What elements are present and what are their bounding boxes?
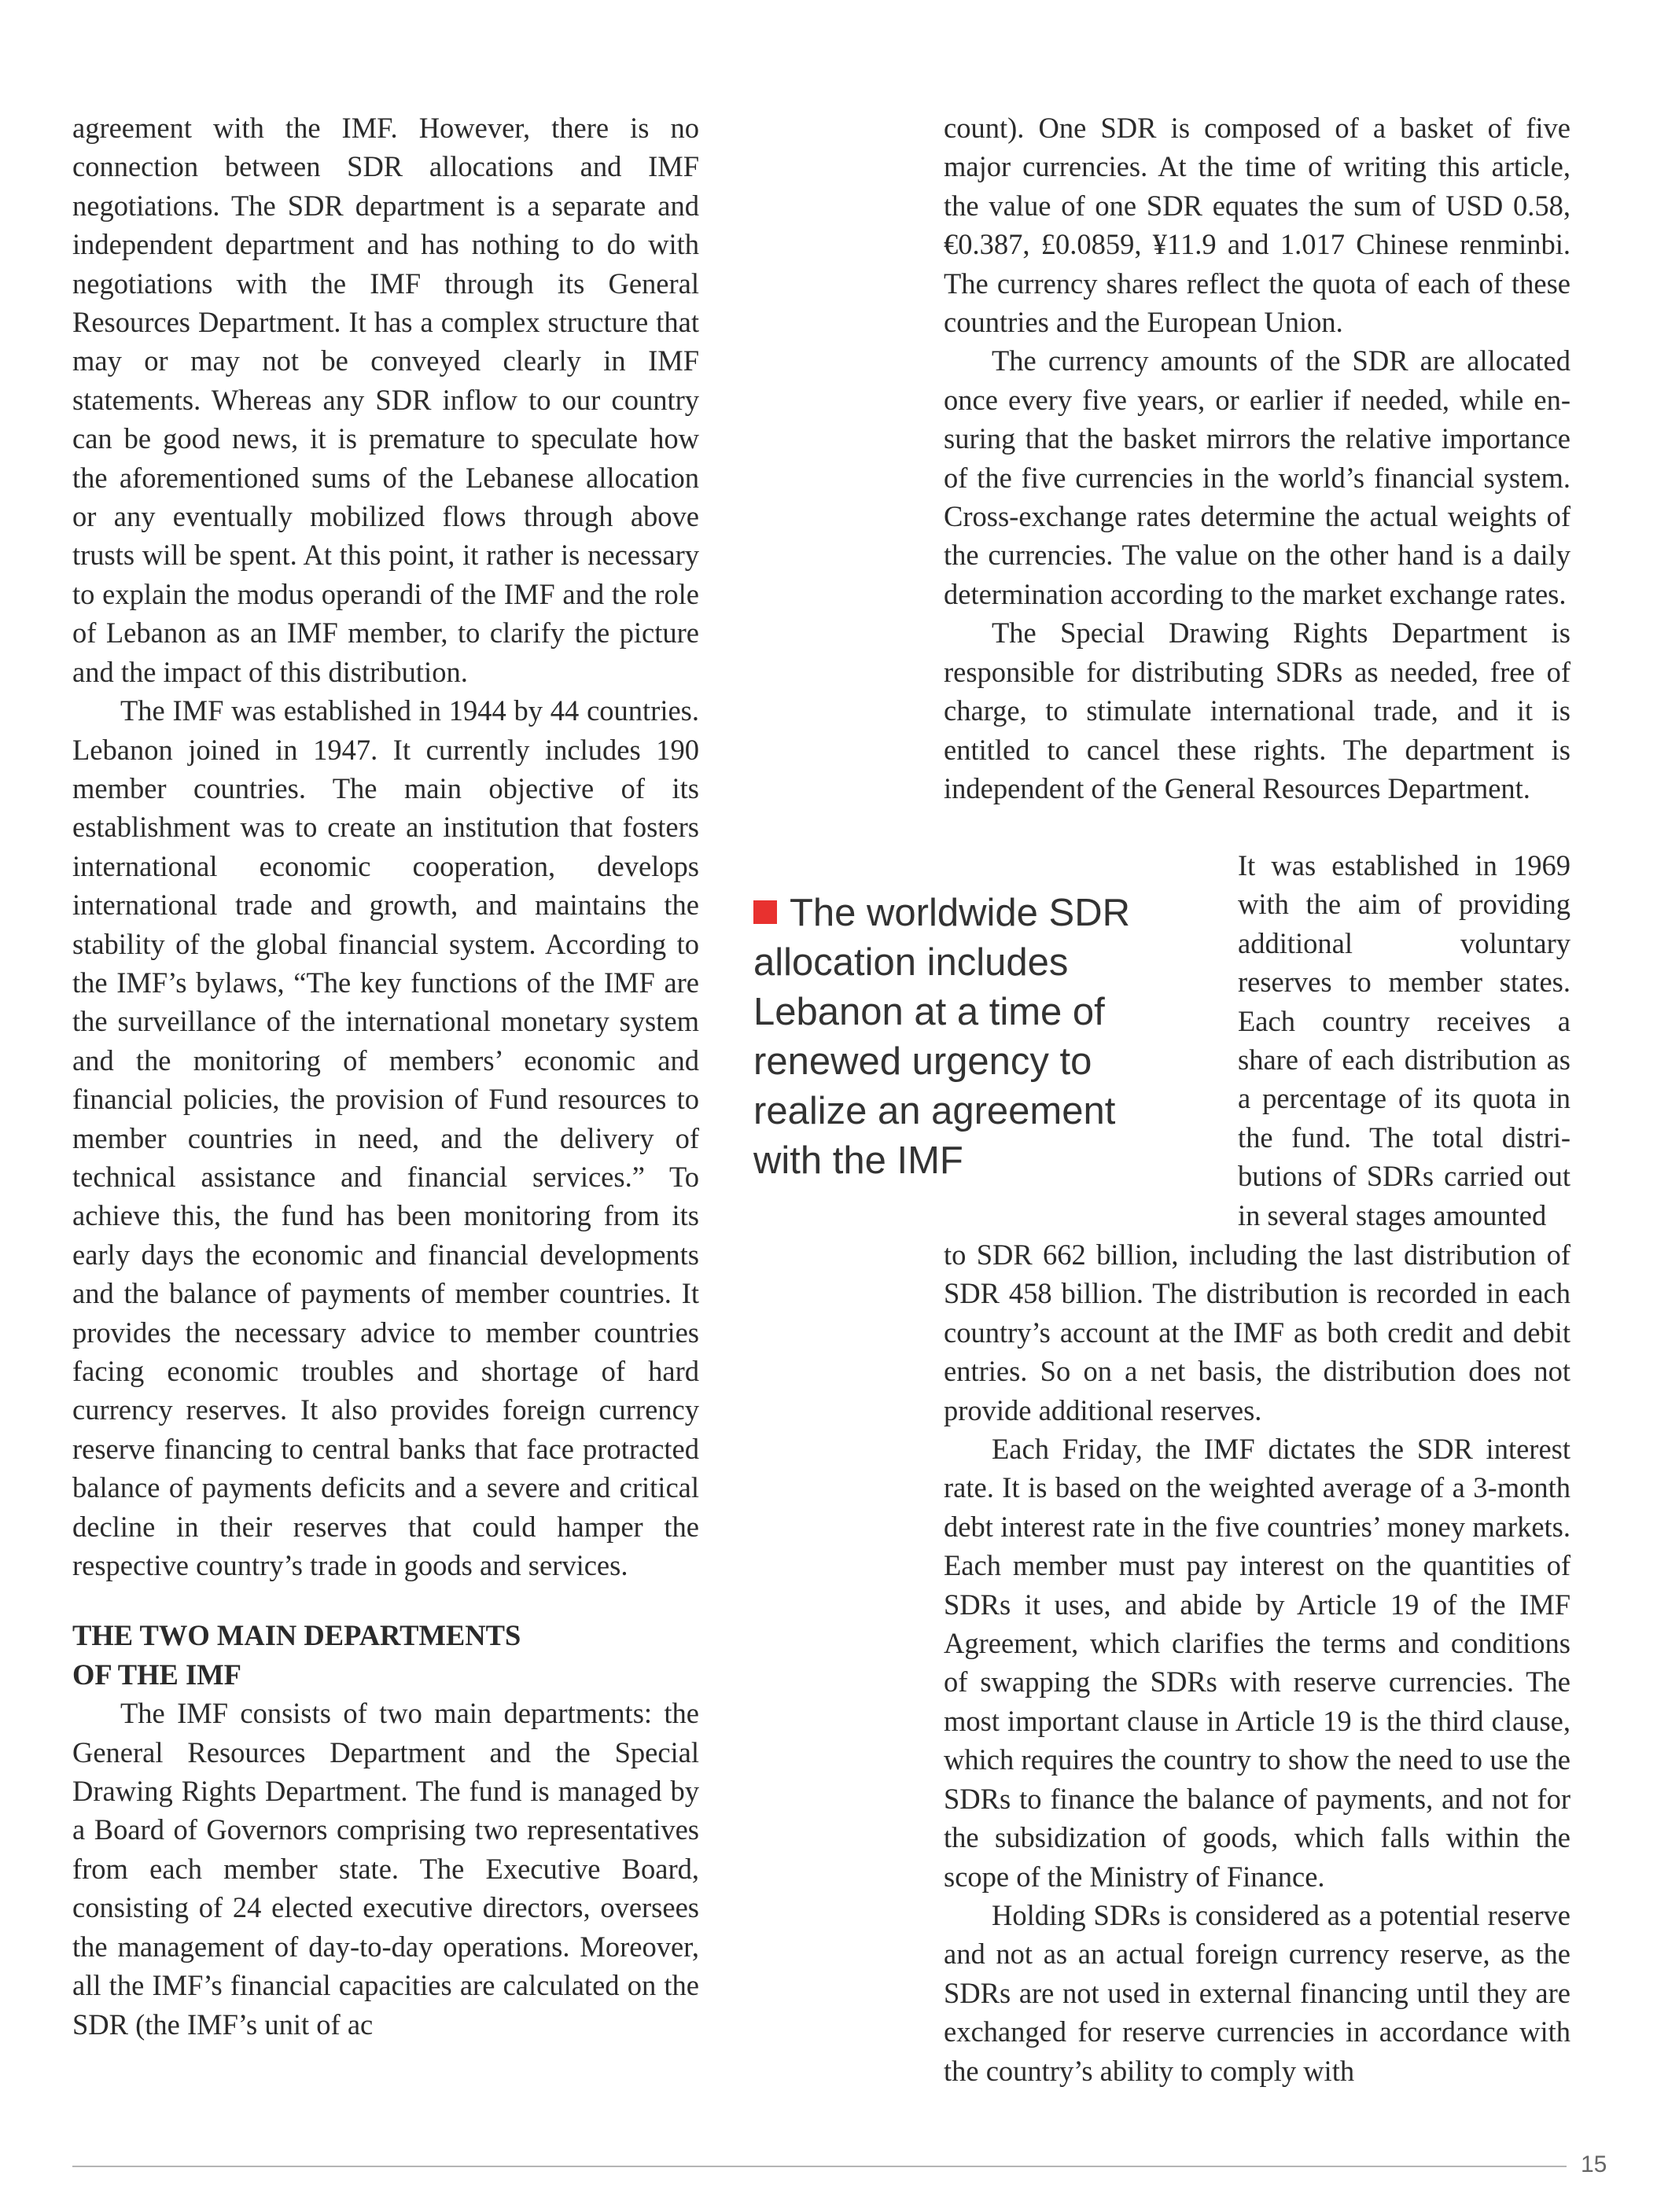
pull-quote-text: The worldwide SDR allocation includes Lebanon at a time of renewed urgency to realize an agreement with the IMF [753, 892, 1130, 1182]
paragraph-interest-rate: Each Friday, the IMF dictates the SDR interest rate. It is based on the weighted average of a 3-month debt interest rate in the five countries’ money markets. Each member must pay interest on the quantities of SDRs it uses, and abide by Article 19 of the IMF Agreement, which clarifies the terms and conditions of swapping the SDRs with reserve currencies. The most important clause in Article 19 is the third clause, which requires the country to show the need to use the SDRs to finance the balance of payments, and not for the subsidization of goods, which falls within the scope of the Ministry of Finance. [944, 1433, 1570, 1893]
right-column-bottom [944, 1235, 1570, 2090]
paragraph-currency-amounts: The currency amounts of the SDR are allocated once every five years, or earlier if needed, while ensuring that the basket mirrors the relative importance of the five currencies in the world’s financial system. Cross-exchange rates determine the actual weights of the currencies. The value on the other hand is a daily determination according to the market exchange rates. [944, 344, 1570, 610]
paragraph-holding-sdrs: Holding SDRs is considered as a potential reserve and not as an actual foreign currency reserve, as the SDRs are not used in external financing until they are exchanged for reserve currencies in accordance with the country’s ability to comply with [944, 1898, 1570, 2087]
paragraph-established-1969: It was established in 1969 with the aim of providing additional voluntary reserves to member states. Each country receives a share of each distribution as a percentage of its quota in the fund. The total distributions of SDRs carried out in several stages amounted [1238, 849, 1570, 1231]
paragraph-distribution-total: to SDR 662 billion, including the last distribution of SDR 458 billion. The distribution is recorded in each country’s account at the IMF as both credit and debit entries. So on a net basis, the distribution does not provide additional reserves. [944, 1238, 1570, 1426]
paragraph-sdr-department: The Special Drawing Rights Department is responsible for distributing SDRs as needed, free of charge, to stimulate international trade, and it is entitled to cancel these rights. The department is independent of the General Resources Department. [944, 616, 1570, 804]
pull-quote [753, 889, 1194, 1186]
right-column-wrap [1238, 846, 1570, 1235]
paragraph-intro: agreement with the IMF. However, there is no connection between SDR allocations and IMF negotiations. The SDR department is a separate and independent department and has nothing to do with negotiations with the IMF through its General Resources Department. It has a complex structure that may or may not be conveyed clearly in IMF statements. Whereas any SDR inflow to our country can be good news, it is premature to speculate how the aforementioned sums of the Lebanese allocation or any eventually mobilized flows through above trusts will be spent. At this point, it rather is necessary to explain the modus operandi of the IMF and the role of Lebanon as an IMF member, to clarify the picture and the impact of this distribution. [72, 112, 699, 688]
footer-divider [72, 2166, 1567, 2167]
red-square-icon [753, 900, 777, 924]
page-number: 15 [1581, 2151, 1607, 2177]
paragraph-imf-history: The IMF was established in 1944 by 44 countries. Lebanon joined in 1947. It currently includes 190 member countries. The main objective of its establishment was to create an institution that fosters international economic cooperation, develops international trade and growth, and maintains the stability of the global financial system. According to the IMF’s bylaws, “The key functions of the IMF are the surveillance of the international monetary system and the monitoring of members’ economic and financial policies, the provision of Fund resources to member countries in need, and the delivery of technical assistance and financial services.” To achieve this, the fund has been monitoring from its early days the economic and financial developments and the balance of payments of member countries. It provides the necessary advice to member countries facing economic troubles and shortage of hard currency reserves. It also provides foreign currency reserve financing to central banks that face protracted balance of payments deficits and a severe and critical decline in their reserves that could hamper the respective country’s trade in goods and services. [72, 694, 699, 1582]
paragraph-departments: The IMF consists of two main departments: the General Resources Department and the Special Drawing Rights Department. The fund is managed by a Board of Governors comprising two representatives from each member state. The Executive Board, consisting of 24 elected executive directors, oversees the management of day-to-day operations. Moreover, all the IMF’s financial capacities are calculated on the SDR (the IMF’s unit of ac [72, 1697, 699, 2041]
section-heading-line-1: THE TWO MAIN DEPARTMENTS [72, 1619, 521, 1652]
right-column-top [944, 109, 1570, 808]
section-heading [72, 1616, 699, 1694]
left-column [72, 109, 699, 2044]
paragraph-sdr-basket: count). One SDR is composed of a basket of five major currencies. At the time of writing this article, the value of one SDR equates the sum of USD 0.58, €0.387, £0.0859, ¥11.9 and 1.017 Chinese renminbi. The currency shares reflect the quota of each of these countries and the European Union. [944, 112, 1570, 339]
section-heading-line-2: OF THE IMF [72, 1658, 241, 1691]
